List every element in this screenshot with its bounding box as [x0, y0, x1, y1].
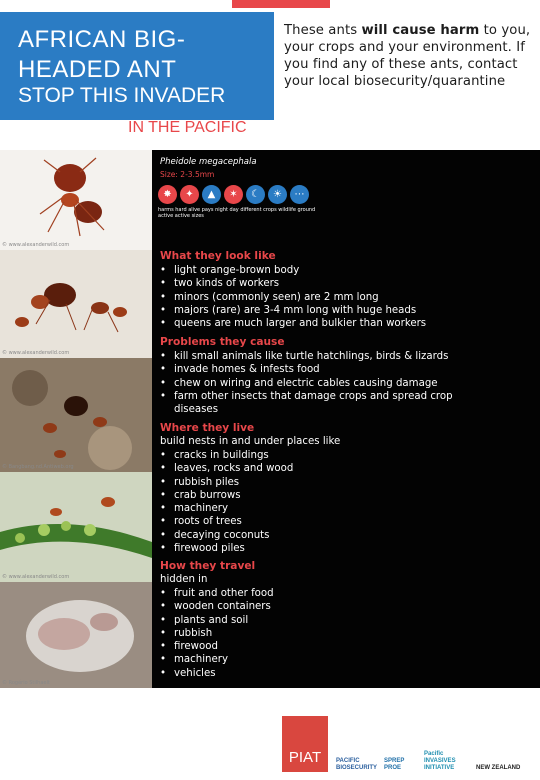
- list-item: • rubbish piles: [160, 476, 478, 489]
- size-label: Size: 2-3.5mm: [160, 170, 215, 179]
- list-look: [160, 264, 478, 330]
- title-line-2: HEADED ANT: [18, 56, 177, 83]
- trait-icons: [158, 185, 309, 204]
- different-sizes-icon: ⋯: [290, 185, 309, 204]
- list-item: • machinery: [160, 653, 478, 666]
- list-item: • invade homes & infests food: [160, 363, 478, 376]
- list-item: • chew on wiring and electric cables causing damage: [160, 377, 478, 390]
- sprep-logo: SPREP PROE: [384, 758, 405, 771]
- night-active-icon: ☾: [246, 185, 265, 204]
- info-panel: [152, 150, 540, 688]
- list-item: • light orange-brown body: [160, 264, 478, 277]
- photo-credit: © Bangbang.nd.Antiweb.org: [2, 464, 74, 470]
- new-zealand-logo: NEW ZEALAND: [476, 765, 521, 771]
- harms-crops-icon: ✸: [158, 185, 177, 204]
- pacific-biosecurity-logo: PACIFIC BIOSECURITY: [336, 758, 378, 771]
- list-item: • minors (commonly seen) are 2 mm long: [160, 291, 478, 304]
- day-active-icon: ☀: [268, 185, 287, 204]
- heading-live: Where they live: [160, 422, 255, 434]
- list-item: • leaves, rocks and wood: [160, 462, 478, 475]
- heading-problems: Problems they cause: [160, 336, 285, 348]
- list-item: • firewood piles: [160, 542, 478, 555]
- list-item: • two kinds of workers: [160, 277, 478, 290]
- list-item: • decaying coconuts: [160, 529, 478, 542]
- subtitle: STOP THIS INVADER: [18, 84, 226, 107]
- scientific-name: Pheidole megacephala: [160, 157, 257, 167]
- list-item: • crab burrows: [160, 489, 478, 502]
- title-line-1: AFRICAN BIG-: [18, 26, 186, 53]
- ant-photo-nest: [0, 358, 152, 472]
- list-item: • firewood: [160, 640, 478, 653]
- icon-captions: harms hard alive pays night day different crops wildlife ground active active sizes: [158, 207, 316, 219]
- photo-credit: © Rogério Stilhaelt: [2, 680, 50, 686]
- ground-nest-icon: ▲: [202, 185, 221, 204]
- list-item: • farm other insects that damage crops and spread crop diseases: [160, 390, 478, 417]
- photo-credit: © www.alexanderwild.com: [2, 350, 70, 356]
- title-banner: [0, 12, 274, 120]
- list-item: • vehicles: [160, 667, 478, 680]
- ant-photo-farming: [0, 472, 152, 582]
- aggressive-icon: ✶: [224, 185, 243, 204]
- live-intro: build nests in and under places like: [160, 436, 341, 447]
- list-item: • majors (rare) are 3-4 mm long with huge heads: [160, 304, 478, 317]
- harms-wildlife-icon: ✦: [180, 185, 199, 204]
- list-item: • machinery: [160, 502, 478, 515]
- list-item: • wooden containers: [160, 600, 478, 613]
- heading-travel: How they travel: [160, 560, 256, 572]
- heading-look: What they look like: [160, 250, 276, 262]
- list-travel: [160, 587, 478, 680]
- ant-photo-workers: [0, 250, 152, 358]
- list-item: • fruit and other food: [160, 587, 478, 600]
- partner-logos: [282, 712, 540, 772]
- list-item: • cracks in buildings: [160, 449, 478, 462]
- list-item: • plants and soil: [160, 614, 478, 627]
- subtitle-pacific: IN THE PACIFIC: [128, 119, 247, 136]
- list-item: • rubbish: [160, 627, 478, 640]
- piat-logo: PIAT: [282, 716, 328, 772]
- list-problems: [160, 350, 478, 416]
- photo-credit: © www.alexanderwild.com: [2, 574, 70, 580]
- ant-photo-hatchling: [0, 582, 152, 688]
- pacific-invasives-logo: Pacific INVASIVES INITIATIVE: [424, 751, 456, 771]
- list-item: • roots of trees: [160, 515, 478, 528]
- travel-intro: hidden in: [160, 574, 208, 585]
- list-item: • kill small animals like turtle hatchlings, birds & lizards: [160, 350, 478, 363]
- list-live: [160, 449, 478, 555]
- warning-text: These ants will cause harm to you, your crops and your environment. If you find any of these ants, contact your local biosecurity/quarantine: [284, 23, 531, 89]
- top-accent-bar: [232, 0, 330, 8]
- ant-photo-major: [0, 150, 152, 250]
- list-item: • queens are much larger and bulkier than workers: [160, 317, 478, 330]
- photo-credit: © www.alexanderwild.com: [2, 242, 70, 248]
